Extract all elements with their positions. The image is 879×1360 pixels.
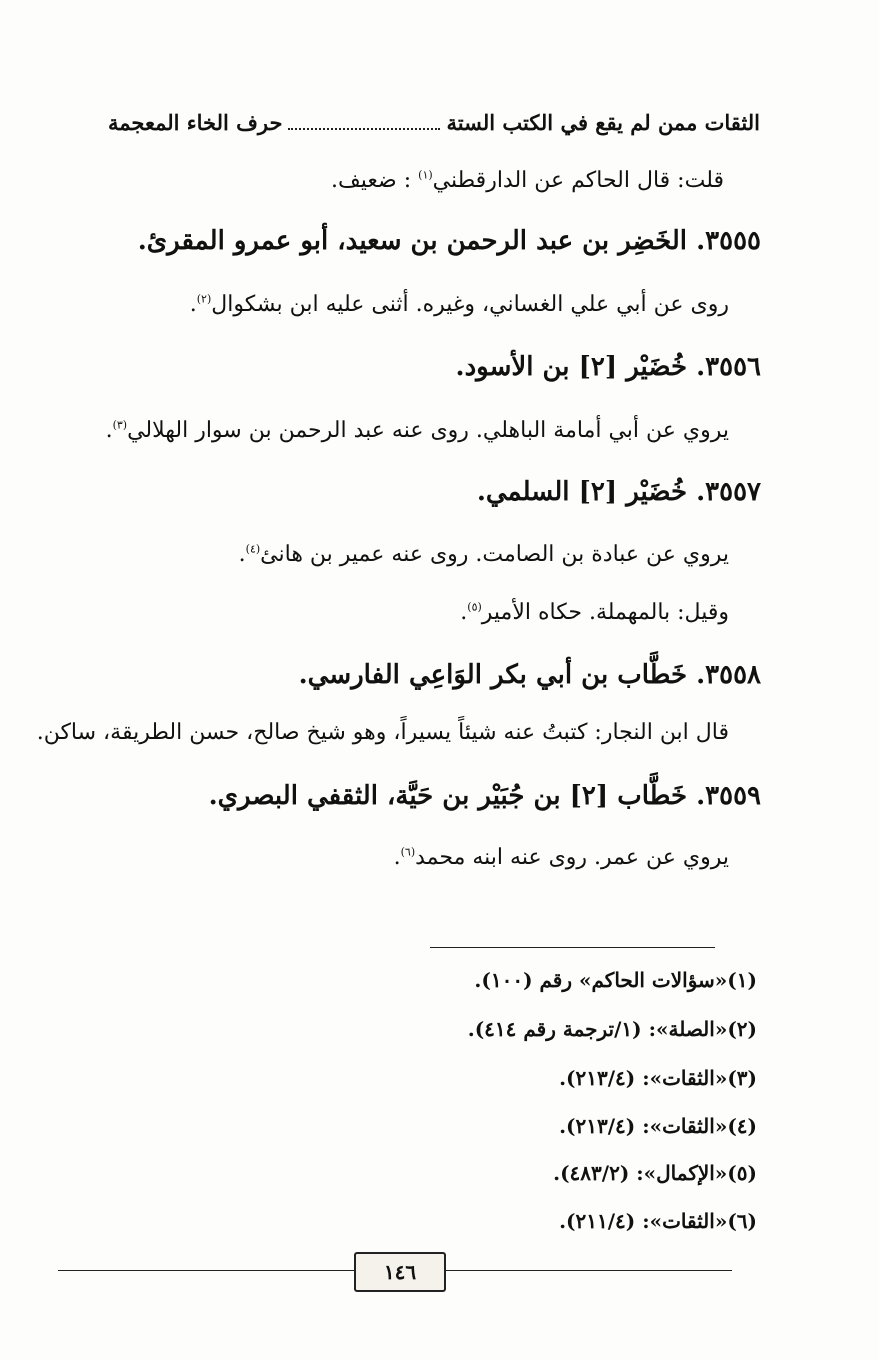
footnote-item: (٣)«الثقات»: (٢١٣/٤).	[559, 1066, 757, 1090]
footnote-separator	[430, 947, 715, 948]
entry-title: ٣٥٥٩. خَطَّاب [٢] بن جُبَيْر بن حَيَّة، الثقفي البصري.	[208, 781, 761, 811]
header-book-title: الثقات ممن لم يقع في الكتب الستة	[446, 109, 760, 135]
body-line: يروي عن عبادة بن الصامت. روى عنه عمير بن هانئ$^{(٤)}$.	[238, 542, 729, 567]
bottom-rule-right	[442, 1270, 732, 1271]
body-line: يروي عن عمر. روى عنه ابنه محمد$^{(٦)}$.	[393, 845, 729, 870]
body-line: قال ابن النجار: كتبتُ عنه شيئاً يسيراً، وهو شيخ صالح، حسن الطريقة، ساكن.	[36, 720, 729, 745]
running-header	[108, 104, 760, 140]
footnote-item: (٤)«الثقات»: (٢١٣/٤).	[559, 1114, 757, 1138]
bottom-rule-left	[58, 1270, 354, 1271]
footnote-item: (٥)«الإكمال»: (٤٨٣/٢).	[553, 1161, 757, 1185]
footnote-item: (١)«سؤالات الحاكم» رقم (١٠٠).	[474, 968, 757, 992]
entry-title: ٣٥٥٦. خُضَيْر [٢] بن الأسود.	[455, 352, 761, 382]
entry-title: ٣٥٥٨. خَطَّاب بن أبي بكر الوَاعِي الفارسي.	[298, 660, 761, 690]
footnote-marker: (٤)	[245, 542, 261, 556]
entry-title: ٣٥٥٧. خُضَيْر [٢] السلمي.	[476, 477, 761, 507]
footnote-marker: (٥)	[467, 600, 482, 614]
entry-title: ٣٥٥٥. الخَضِر بن عبد الرحمن بن سعيد، أبو عمرو المقرئ.	[137, 226, 761, 256]
page-number: ١٤٦	[354, 1252, 446, 1292]
footnote-marker: (١)	[418, 168, 433, 182]
body-line: روى عن أبي علي الغساني، وغيره. أثنى عليه ابن بشكوال$^{(٢)}$.	[189, 292, 729, 317]
body-line: يروي عن أبي أمامة الباهلي. روى عنه عبد الرحمن بن سوار الهلالي$^{(٣)}$.	[105, 418, 729, 443]
header-section-title: حرف الخاء المعجمة	[108, 109, 283, 135]
header-dot-leader	[288, 128, 440, 130]
body-line: قلت: قال الحاكم عن الدارقطني$^{(١)}$ : ضعيف.	[331, 168, 724, 193]
footnote-marker: (٣)	[112, 418, 128, 432]
footnote-item: (٢)«الصلة»: (١/ترجمة رقم ٤١٤).	[467, 1017, 757, 1041]
footnote-marker: (٢)	[196, 292, 212, 306]
footnote-marker: (٦)	[400, 845, 416, 859]
body-line: وقيل: بالمهملة. حكاه الأمير$^{(٥)}$.	[460, 600, 729, 625]
footnote-item: (٦)«الثقات»: (٢١١/٤).	[559, 1209, 757, 1233]
